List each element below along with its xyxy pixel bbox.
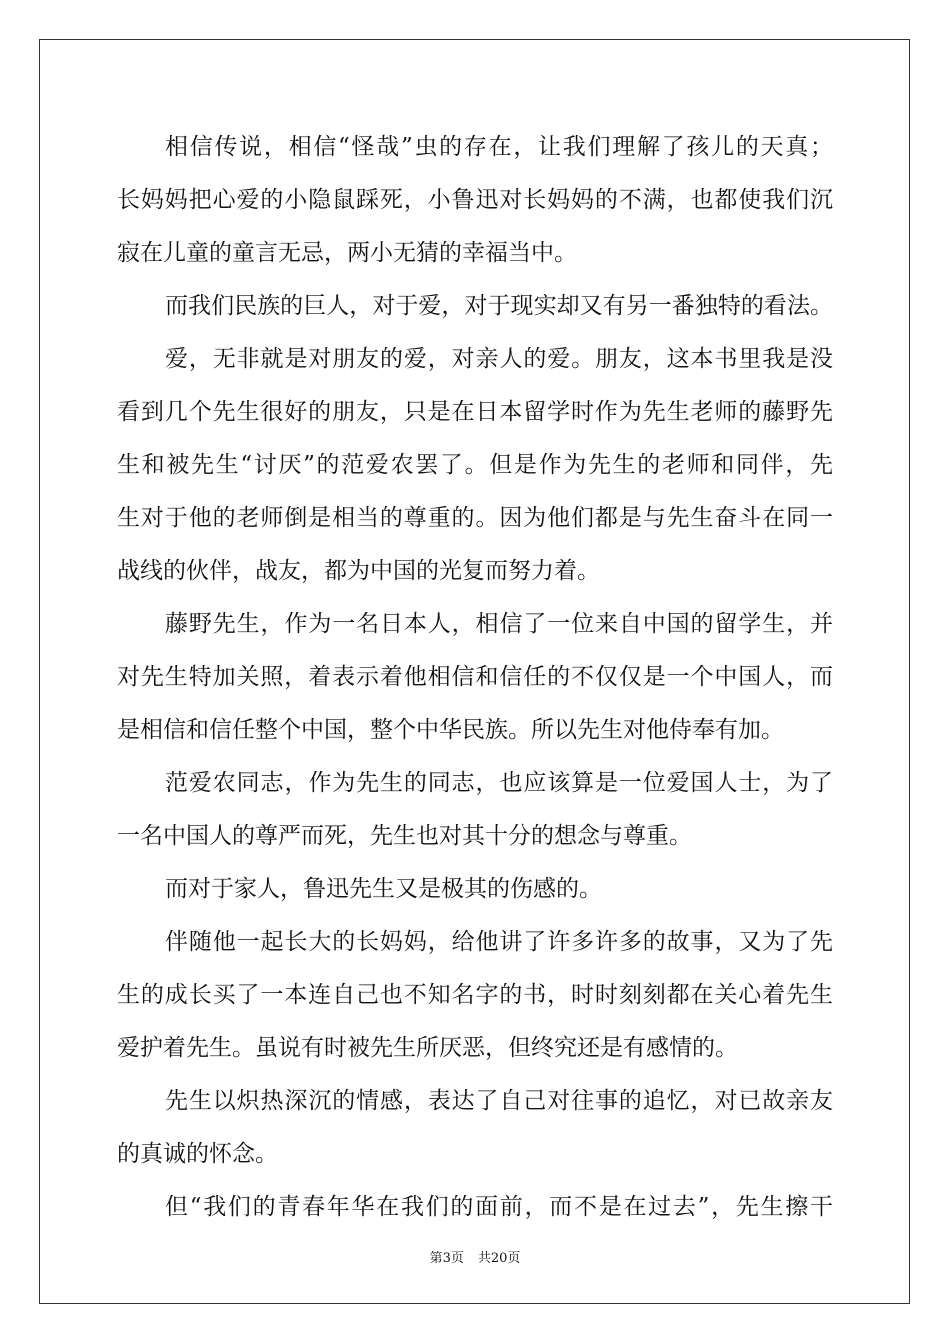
text-line: 生对于他的老师倒是相当的尊重的。因为他们都是与先生奋斗在同一: [117, 505, 833, 531]
text-line: 而我们民族的巨人，对于爱，对于现实却又有另一番独特的看法。: [165, 293, 833, 319]
text-line: 伴随他一起长大的长妈妈，给他讲了许多许多的故事，又为了先: [165, 929, 833, 955]
text-line: 藤野先生，作为一名日本人，相信了一位来自中国的留学生，并: [165, 611, 833, 637]
text-line: 是相信和信任整个中国，整个中华民族。所以先生对他侍奉有加。: [117, 717, 784, 743]
text-line: 战线的伙伴，战友，都为中国的光复而努力着。: [117, 558, 600, 584]
text-line: 寂在儿童的童言无忌，两小无猜的幸福当中。: [117, 240, 577, 266]
text-line: 生和被先生“讨厌”的范爱农罢了。但是作为先生的老师和同伴，先: [117, 452, 833, 478]
text-line: 范爱农同志，作为先生的同志，也应该算是一位爱国人士，为了: [165, 770, 833, 796]
text-line: 长妈妈把心爱的小隐鼠踩死，小鲁迅对长妈妈的不满，也都使我们沉: [117, 187, 833, 213]
text-line: 一名中国人的尊严而死，先生也对其十分的想念与尊重。: [117, 823, 692, 849]
text-line: 相信传说，相信“怪哉”虫的存在，让我们理解了孩儿的天真；: [165, 134, 833, 160]
text-line: 对先生特加关照，着表示着他相信和信任的不仅仅是一个中国人，而: [117, 664, 833, 690]
document-body: [117, 127, 833, 1240]
text-line: 的真诚的怀念。: [117, 1141, 278, 1167]
text-line: 看到几个先生很好的朋友，只是在日本留学时作为先生老师的藤野先: [117, 399, 833, 425]
page-footer: [0, 1247, 950, 1266]
text-line: 爱，无非就是对朋友的爱，对亲人的爱。朋友，这本书里我是没: [165, 346, 833, 372]
text-line: 但“我们的青春年华在我们的面前，而不是在过去”，先生擦干: [165, 1194, 833, 1220]
text-line: 生的成长买了一本连自己也不知名字的书，时时刻刻都在关心着先生: [117, 982, 833, 1008]
page-number: 第3页: [429, 1251, 464, 1266]
text-line: 而对于家人，鲁迅先生又是极其的伤感的。: [165, 876, 602, 902]
text-line: 爱护着先生。虽说有时被先生所厌恶，但终究还是有感情的。: [117, 1035, 738, 1061]
page-total: 共20页: [477, 1251, 521, 1266]
text-line: 先生以炽热深沉的情感，表达了自己对往事的追忆，对已故亲友: [165, 1088, 833, 1114]
